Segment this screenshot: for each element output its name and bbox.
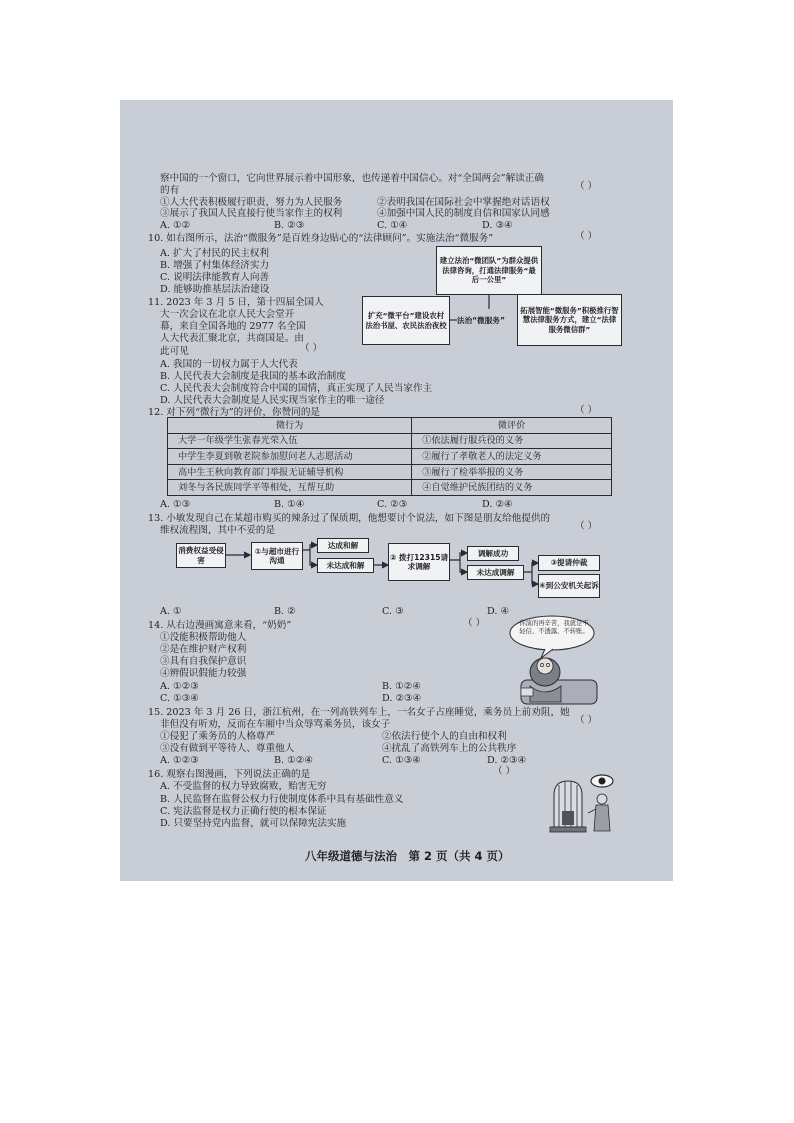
q9-option-2: ②表明我国在国际社会中掌握绝对话语权 [377, 197, 550, 208]
q9-choice-a: A. ①② [160, 220, 191, 231]
q12-behavior-cell: 大学一年级学生张春光荣入伍 [168, 433, 412, 449]
q10-choice-a: A. 扩大了村民的民主权利 [160, 248, 269, 259]
q10-choice-c: C. 说明法律能教育人向善 [160, 272, 270, 283]
q14-option-2: ②是在维护财产权利 [160, 644, 247, 655]
q13-stem-line1: 13. 小敏发现自己在某超市购买的辣条过了保质期，他想要讨个说法，如下图是朋友给他提供的 [148, 513, 551, 524]
q10-choice-d: D. 能够助推基层法治建设 [160, 284, 270, 295]
flow-no-reconcile-box: 未达成和解 [317, 558, 374, 573]
q13-choice-a: A. ① [160, 606, 182, 617]
q15-option-1: ①侵犯了乘务员的人格尊严 [160, 731, 276, 742]
flow-arbitration-box: ③提请仲裁 [538, 555, 600, 571]
q11-choice-b: B. 人民代表大会制度是我国的基本政治制度 [160, 371, 346, 382]
q12-behavior-cell: 刘冬与各民族同学平等相处，互帮互助 [168, 480, 412, 496]
q16-stem: 16. 观察右图漫画，下列说法正确的是 [148, 769, 311, 780]
q10-diagram-right-box: 拓展智能“微服务”积极推行智慧法律服务方式，建立“法律服务微信群” [517, 294, 622, 346]
q11-stem-line5: 此可见 [160, 346, 189, 357]
q15-choice-b: B. ①②④ [274, 755, 313, 766]
q10-answer-paren: （ ） [575, 231, 598, 242]
q15-choice-a: A. ①②③ [160, 755, 199, 766]
q15-choice-d: D. ②③④ [487, 755, 527, 766]
q12-behavior-cell: 高中生王秋向教育部门举报无证辅导机构 [168, 464, 412, 480]
q11-choice-d: D. 人民代表大会制度是人民实现当家作主的唯一途径 [160, 395, 385, 406]
q9-option-3: ③展示了我国人民直接行使当家作主的权利 [160, 208, 343, 219]
q9-stem-line1: 察中国的一个窗口，它向世界展示着中国形象，也传递着中国信心。对“全国两会”解读正确 [160, 173, 544, 184]
q16-choice-a: A. 不受监督的权力导致腐败，贻害无穷 [160, 781, 327, 792]
q15-option-3: ③没有做到平等待人、尊重他人 [160, 743, 295, 754]
q11-stem-line4: 人大代表汇聚北京，共商国是。由 [160, 333, 304, 344]
q15-answer-paren: （ ） [575, 715, 598, 726]
flow-reconcile-box: 达成和解 [317, 538, 369, 553]
flow-step1-box: ①与超市进行沟通 [251, 542, 303, 570]
q15-stem-line2: 非但没有听劝，反而在车厢中当众辱骂乘务员，该女子 [160, 719, 391, 730]
q15-choice-c: C. ①③④ [382, 755, 421, 766]
q16-answer-paren: （ ） [493, 766, 516, 777]
q14-option-1: ①没能积极帮助他人 [160, 632, 247, 643]
q9-option-4: ④加强中国人民的制度自信和国家认同感 [377, 208, 550, 219]
q12-evaluation-cell: ②履行了孝敬老人的法定义务 [412, 449, 612, 465]
q10-diagram-center-label: 法治“微服务” [457, 316, 505, 325]
q14-speech-bubble-text: 你演的再辛苦，我就是不轻信、不透露、不转账。 [519, 620, 589, 635]
exam-page [120, 100, 673, 881]
q12-header-behavior: 微行为 [168, 418, 412, 434]
q12-header-evaluation: 微评价 [412, 418, 612, 434]
q16-cartoon-illustration [540, 773, 620, 835]
q9-choice-b: B. ②③ [274, 220, 305, 231]
q10-diagram-top-box: 建立法治“微团队”为群众提供法律咨询，打通法律服务“最后一公里” [436, 246, 542, 295]
q14-option-4: ④辨假识假能力较强 [160, 668, 247, 679]
q10-stem: 10. 如右图所示，法治“微服务”是百姓身边贴心的“法律顾问”。实施法治“微服务” [148, 233, 494, 244]
flow-step2-box: ② 拨打12315请求调解 [388, 543, 450, 581]
q14-option-3: ③具有自我保护意识 [160, 656, 247, 667]
page-footer: 八年级道德与法治 第 2 页（共 4 页） [305, 849, 510, 863]
q9-choice-c: C. ①④ [377, 220, 408, 231]
q12-stem: 12. 对下列“微行为”的评价，你赞同的是 [148, 407, 321, 418]
q12-choice-a: A. ①③ [160, 499, 191, 510]
q12-choice-d: D. ②④ [482, 499, 513, 510]
q12-behavior-cell: 中学生李夏到敬老院参加慰问老人志愿活动 [168, 449, 412, 465]
q12-answer-paren: （ ） [575, 405, 598, 416]
q9-answer-paren: （ ） [575, 181, 598, 192]
q11-stem-line3: 幕，来自全国各地的 2977 名全国 [160, 321, 306, 332]
flow-police-box: ④到公安机关起诉 [538, 574, 600, 598]
q10-diagram-left-box: 扩充“微平台”建设农村法治书屋、农民法治夜校 [362, 296, 450, 345]
q11-answer-paren: （ ） [300, 343, 323, 354]
q16-choice-b: B. 人民监督在监督公权力行使制度体系中具有基础性意义 [160, 794, 404, 805]
q14-stem: 14. 从右边漫画寓意来看，“奶奶” [148, 620, 292, 631]
q12-choice-b: B. ①④ [274, 499, 305, 510]
q12-evaluation-cell: ④自觉维护民族团结的义务 [412, 480, 612, 496]
q9-stem-line2: 的有 [160, 185, 180, 196]
q15-stem-line1: 15. 2023 年 3 月 26 日，浙江杭州，在一列高铁列车上，一名女子占座睡觉，乘务员上前劝阻，她 [148, 707, 570, 718]
q15-option-2: ②依法行使个人的自由和权利 [382, 731, 507, 742]
q14-choice-c: C. ①③④ [160, 693, 199, 704]
q14-choice-d: D. ②③④ [382, 693, 422, 704]
q13-choice-d: D. ④ [487, 606, 510, 617]
q16-choice-c: C. 宪法监督是权力正确行使的根本保证 [160, 806, 327, 817]
q11-choice-c: C. 人民代表大会制度符合中国的国情，真正实现了人民当家作主 [160, 383, 433, 394]
q11-stem-line2: 大一次会议在北京人民大会堂开 [160, 309, 295, 320]
q11-choice-a: A. 我国的一切权力属于人大代表 [160, 359, 298, 370]
flow-mediation-success-box: 调解成功 [467, 546, 519, 561]
q13-choice-c: C. ③ [382, 606, 404, 617]
q10-choice-b: B. 增强了村集体经济实力 [160, 260, 270, 271]
q12-evaluation-cell: ③履行了检举举报的义务 [412, 464, 612, 480]
flow-mediation-fail-box: 未达成调解 [467, 565, 524, 580]
q13-answer-paren: （ ） [575, 521, 598, 532]
q12-choice-c: C. ②③ [377, 499, 408, 510]
q14-choice-b: B. ①②④ [382, 681, 421, 692]
q14-answer-paren: （ ） [463, 618, 486, 629]
q16-choice-d: D. 只要坚持党内监督，就可以保障宪法实施 [160, 818, 347, 829]
q12-evaluation-cell: ①依法履行服兵役的义务 [412, 433, 612, 449]
q14-choice-a: A. ①②③ [160, 681, 199, 692]
q11-stem-line1: 11. 2023 年 3 月 5 日，第十四届全国人 [148, 297, 324, 308]
flow-start-box: 消费权益受侵害 [176, 543, 226, 568]
q9-choice-d: D. ③④ [482, 220, 513, 231]
q15-option-4: ④扰乱了高铁列车上的公共秩序 [382, 743, 517, 754]
q9-option-1: ①人大代表积极履行职责，努力为人民服务 [160, 197, 343, 208]
q13-stem-line2: 维权流程图，其中不妥的是 [160, 525, 276, 536]
q13-choice-b: B. ② [274, 606, 296, 617]
